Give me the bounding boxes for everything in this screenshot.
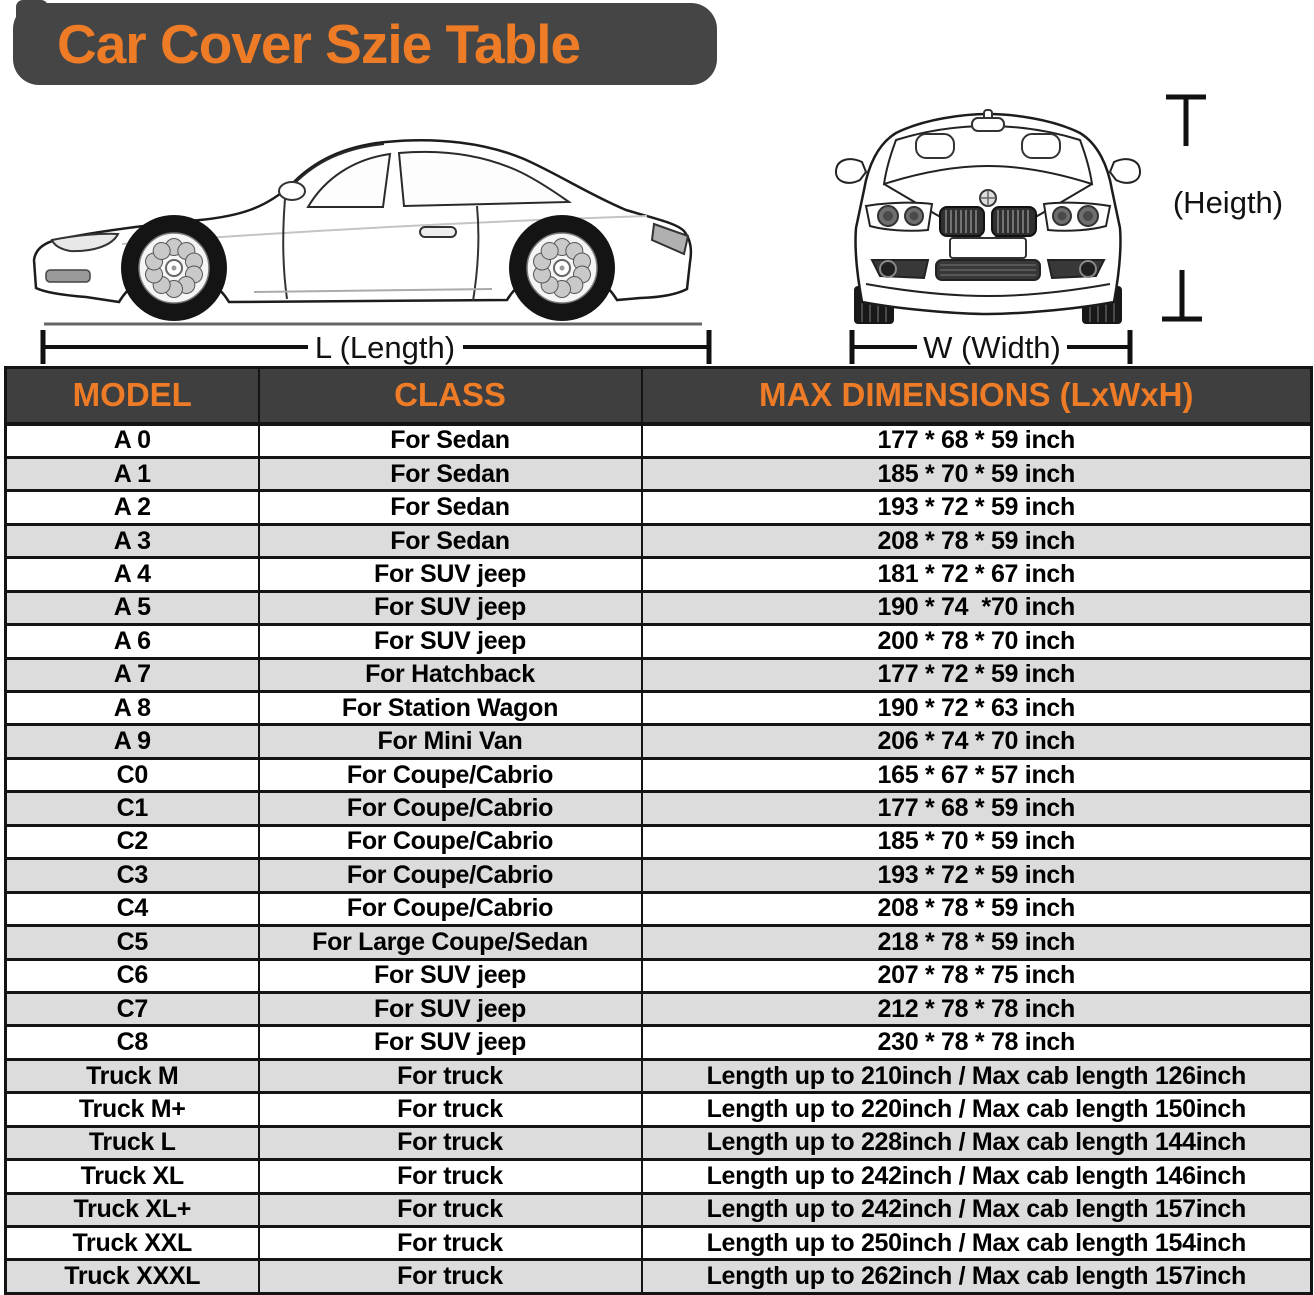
table-row <box>6 959 1312 992</box>
model-cell: C5 <box>6 926 259 959</box>
table-row <box>6 591 1312 624</box>
model-cell: C2 <box>6 825 259 858</box>
left-side-mirror <box>836 159 866 183</box>
table-row <box>6 825 1312 858</box>
dimensions-cell: 177 * 68 * 59 inch <box>642 424 1312 458</box>
dimensions-cell: Length up to 210inch / Max cab length 126inch <box>642 1059 1312 1092</box>
class-cell: For SUV jeep <box>259 558 642 591</box>
table-row <box>6 859 1312 892</box>
dimensions-cell: 200 * 78 * 70 inch <box>642 625 1312 658</box>
table-row <box>6 758 1312 791</box>
model-cell: Truck XL+ <box>6 1193 259 1226</box>
table-row <box>6 1093 1312 1126</box>
table-row <box>6 491 1312 524</box>
left-fog-light <box>872 260 928 278</box>
dimensions-cell: 185 * 70 * 59 inch <box>642 457 1312 490</box>
class-cell: For SUV jeep <box>259 959 642 992</box>
lower-grille <box>936 260 1040 280</box>
left-headrest <box>916 134 954 158</box>
right-fog-light <box>1048 260 1104 278</box>
model-cell: A 1 <box>6 457 259 490</box>
model-cell: A 2 <box>6 491 259 524</box>
table-row <box>6 524 1312 557</box>
model-cell: Truck XXXL <box>6 1260 259 1294</box>
table-header-row <box>6 368 1312 424</box>
class-cell: For truck <box>259 1193 642 1226</box>
front-wheel <box>121 215 227 321</box>
table-row <box>6 558 1312 591</box>
model-cell: A 5 <box>6 591 259 624</box>
model-cell: Truck M <box>6 1059 259 1092</box>
header-class: CLASS <box>259 368 642 424</box>
front-bumper-intake <box>46 270 90 282</box>
table-row <box>6 892 1312 925</box>
dimensions-cell: 193 * 72 * 59 inch <box>642 491 1312 524</box>
dimensions-cell: 190 * 72 * 63 inch <box>642 692 1312 725</box>
model-cell: A 7 <box>6 658 259 691</box>
class-cell: For SUV jeep <box>259 1026 642 1059</box>
dimensions-cell: 218 * 78 * 59 inch <box>642 926 1312 959</box>
height-dimension-marker <box>1158 88 1308 328</box>
header-max-dimensions: MAX DIMENSIONS (LxWxH) <box>642 368 1312 424</box>
table-row <box>6 1126 1312 1159</box>
dimensions-cell: Length up to 250inch / Max cab length 154inch <box>642 1227 1312 1260</box>
class-cell: For Coupe/Cabrio <box>259 892 642 925</box>
model-cell: Truck XL <box>6 1160 259 1193</box>
right-side-mirror <box>1110 159 1140 183</box>
class-cell: For truck <box>259 1093 642 1126</box>
width-label: W (Width) <box>923 330 1061 365</box>
class-cell: For Large Coupe/Sedan <box>259 926 642 959</box>
size-table <box>4 366 1313 1295</box>
width-dimension-marker <box>845 326 1137 368</box>
class-cell: For Sedan <box>259 424 642 458</box>
model-cell: C3 <box>6 859 259 892</box>
title-banner <box>13 3 717 85</box>
class-cell: For Mini Van <box>259 725 642 758</box>
page-title: Car Cover Szie Table <box>57 13 581 75</box>
class-cell: For Sedan <box>259 491 642 524</box>
dimensions-cell: Length up to 228inch / Max cab length 144inch <box>642 1126 1312 1159</box>
class-cell: For SUV jeep <box>259 625 642 658</box>
model-cell: C6 <box>6 959 259 992</box>
table-row <box>6 658 1312 691</box>
dimensions-cell: 185 * 70 * 59 inch <box>642 825 1312 858</box>
table-row <box>6 457 1312 490</box>
class-cell: For Coupe/Cabrio <box>259 825 642 858</box>
model-cell: A 9 <box>6 725 259 758</box>
table-row <box>6 992 1312 1025</box>
dimensions-cell: 190 * 74 *70 inch <box>642 591 1312 624</box>
dimensions-cell: Length up to 220inch / Max cab length 150inch <box>642 1093 1312 1126</box>
model-cell: C4 <box>6 892 259 925</box>
model-cell: Truck M+ <box>6 1093 259 1126</box>
class-cell: For Hatchback <box>259 658 642 691</box>
dimensions-cell: 177 * 72 * 59 inch <box>642 658 1312 691</box>
side-mirror <box>279 182 305 200</box>
model-cell: C8 <box>6 1026 259 1059</box>
table-row <box>6 1193 1312 1226</box>
model-cell: Truck L <box>6 1126 259 1159</box>
model-cell: C0 <box>6 758 259 791</box>
height-label: (Heigth) <box>1172 185 1284 220</box>
class-cell: For truck <box>259 1059 642 1092</box>
table-row <box>6 725 1312 758</box>
license-plate <box>950 238 1026 258</box>
class-cell: For Station Wagon <box>259 692 642 725</box>
model-cell: A 6 <box>6 625 259 658</box>
class-cell: For Sedan <box>259 457 642 490</box>
class-cell: For SUV jeep <box>259 591 642 624</box>
car-front-view-illustration <box>832 88 1144 336</box>
header-model: MODEL <box>6 368 259 424</box>
model-cell: C1 <box>6 792 259 825</box>
class-cell: For Coupe/Cabrio <box>259 758 642 791</box>
car-side-view-illustration <box>22 88 717 336</box>
class-cell: For SUV jeep <box>259 992 642 1025</box>
model-cell: A 3 <box>6 524 259 557</box>
model-cell: A 0 <box>6 424 259 458</box>
class-cell: For Sedan <box>259 524 642 557</box>
model-cell: A 4 <box>6 558 259 591</box>
dimensions-cell: 230 * 78 * 78 inch <box>642 1026 1312 1059</box>
dimensions-cell: Length up to 242inch / Max cab length 157inch <box>642 1193 1312 1226</box>
door-handle <box>420 227 456 237</box>
class-cell: For truck <box>259 1260 642 1294</box>
class-cell: For truck <box>259 1126 642 1159</box>
right-headrest <box>1022 134 1060 158</box>
class-cell: For truck <box>259 1227 642 1260</box>
dimensions-cell: Length up to 242inch / Max cab length 146inch <box>642 1160 1312 1193</box>
dimensions-cell: 212 * 78 * 78 inch <box>642 992 1312 1025</box>
table-row <box>6 692 1312 725</box>
dimensions-cell: 207 * 78 * 75 inch <box>642 959 1312 992</box>
size-table-body <box>6 424 1312 1294</box>
rear-wheel <box>509 215 615 321</box>
table-row <box>6 1059 1312 1092</box>
table-row <box>6 1026 1312 1059</box>
length-label: L (Length) <box>314 330 456 365</box>
table-row <box>6 926 1312 959</box>
dimensions-cell: Length up to 262inch / Max cab length 157inch <box>642 1260 1312 1294</box>
dimensions-cell: 206 * 74 * 70 inch <box>642 725 1312 758</box>
dimensions-cell: 208 * 78 * 59 inch <box>642 524 1312 557</box>
dimensions-cell: 208 * 78 * 59 inch <box>642 892 1312 925</box>
model-cell: Truck XXL <box>6 1227 259 1260</box>
class-cell: For truck <box>259 1160 642 1193</box>
dimensions-cell: 193 * 72 * 59 inch <box>642 859 1312 892</box>
class-cell: For Coupe/Cabrio <box>259 859 642 892</box>
right-headlight <box>1044 203 1110 231</box>
model-cell: C7 <box>6 992 259 1025</box>
left-headlight <box>866 203 932 231</box>
table-row <box>6 1260 1312 1294</box>
table-row <box>6 1227 1312 1260</box>
dimensions-cell: 181 * 72 * 67 inch <box>642 558 1312 591</box>
model-cell: A 8 <box>6 692 259 725</box>
table-row <box>6 792 1312 825</box>
dimensions-cell: 177 * 68 * 59 inch <box>642 792 1312 825</box>
class-cell: For Coupe/Cabrio <box>259 792 642 825</box>
table-row <box>6 625 1312 658</box>
table-row <box>6 424 1312 458</box>
dimensions-cell: 165 * 67 * 57 inch <box>642 758 1312 791</box>
table-row <box>6 1160 1312 1193</box>
length-dimension-marker <box>38 326 714 368</box>
rearview-mirror <box>972 118 1004 131</box>
